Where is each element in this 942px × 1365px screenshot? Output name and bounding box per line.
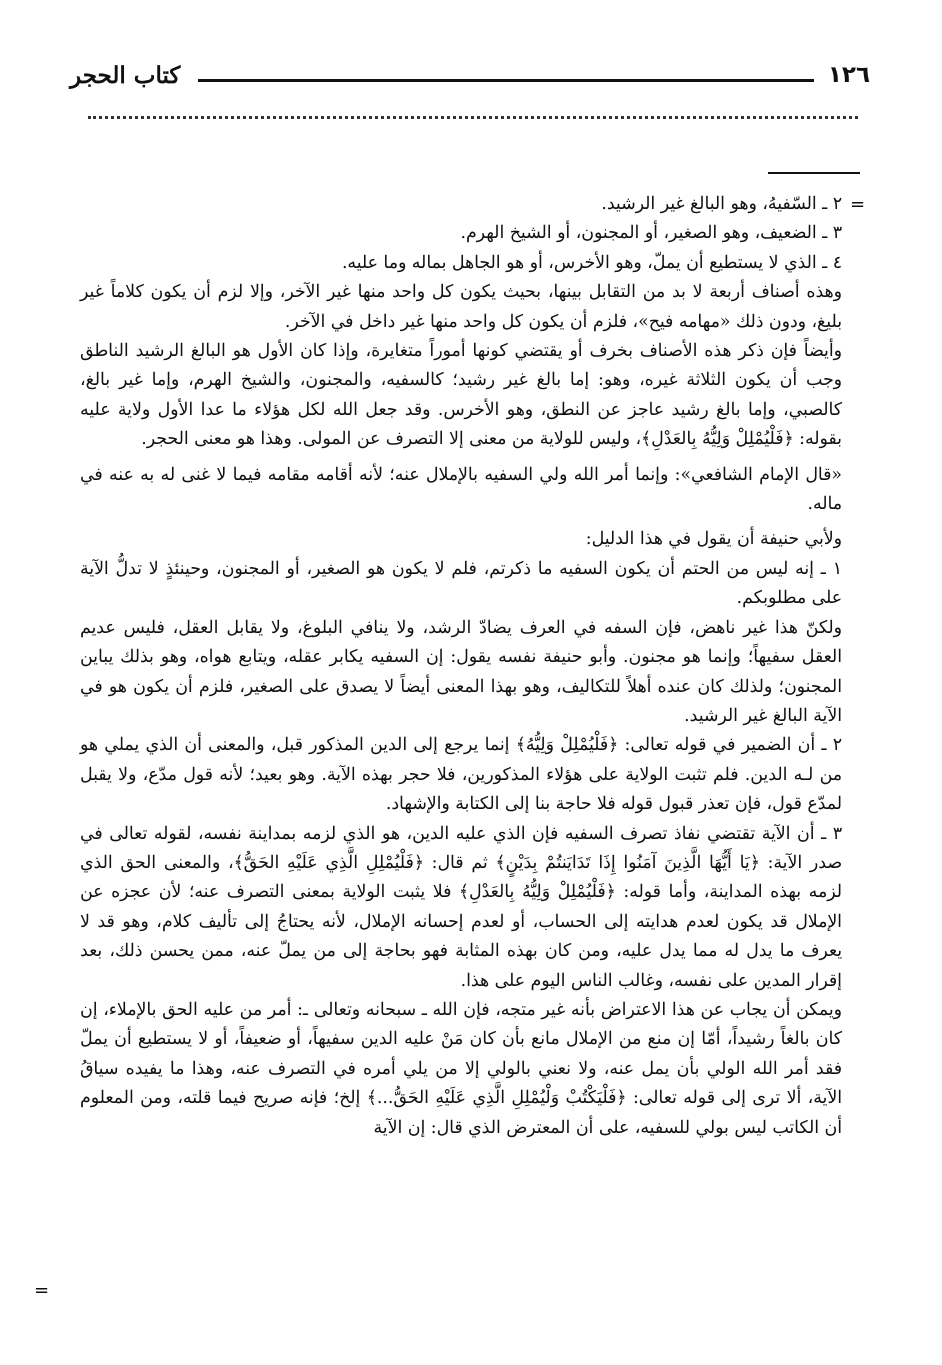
paragraph: وهذه أصناف أربعة لا بد من التقابل بينها، بحيث يكون كل واحد منها غير الآخر، وإلا لزم أن يكون كلاماً غير بليغ، ودون ذلك «مهامه فيح»، فلزم أن يكون كل واحد منها غير داخل في الآخر. xyxy=(80,282,842,332)
paragraph: «قال الإمام الشافعي»: وإنما أمر الله ولي السفيه بالإملال عنه؛ لأنه أقامه مقامه فيما لا غنى له به عنه في ماله. xyxy=(80,464,842,515)
page-number: ١٢٦ xyxy=(827,62,870,88)
paragraph: ٤ ـ الذي لا يستطيع أن يملّ، وهو الأخرس، أو هو الجاهل بماله وما عليه. xyxy=(341,252,842,273)
footnote-rule xyxy=(768,172,860,174)
paragraph: ٣ ـ الضعيف، وهو الصغير، أو المجنون، أو الشيخ الهرم. xyxy=(460,223,842,244)
paragraph: ٢ ـ أن الضمير في قوله تعالى: ﴿فَلْيُمْلِلْ وَلِيُّهُ﴾ إنما يرجع إلى الدين المذكور قبل، والمعنى أن الذي يملي هو من لـه الدين. فلم تثبت الولاية على هؤلاء المذكورين، فلا حجر بهذه الآية. وهو بعيد؛ لأنه قول مدّع، ولا يقبل لمدّع قول، فإن تعذر قبول قوله فلا حاجة بنا إلى الكتابة والإشهاد. xyxy=(80,735,842,815)
header-rule xyxy=(198,79,814,82)
book-title: كتاب الحجر xyxy=(70,62,181,89)
paragraph: ولكنّ هذا غير ناهض، فإن السفه في العرف يضادّ الرشد، ولا ينافي البلوغ، ولا يقابل العقل، فليس عديم العقل سفيهاً؛ وإنما هو مجنون. وأبو حنيفة نفسه يقول: إن السفيه يكابر عقله، ويتابع هواه، وهو بذلك يباين المجنون؛ ولذلك كان عنده أهلاً للتكاليف، وهو بهذا المعنى أيضاً لا يصدق على الصغير، فلزم أن يكون هو في الآية البالغ غير الرشيد. xyxy=(80,617,842,726)
paragraph: وأيضاً فإن ذكر هذه الأصناف بخرف أو يقتضي كونها أموراً متغايرة، وإذا كان الأول هو البالغ الرشيد الناطق وجب أن يكون الثلاثة غيره، وهو: إما بالغ غير رشيد؛ كالسفيه، والمجنون، والشيخ الهرم، وإما غير بالغ، كالصبي، وإما بالغ رشيد عاجز عن النطق، وهو الأخرس. وقد جعل الله لكل هؤلاء ما عدا الأول ولاية عليه بقوله: ﴿فَلْيُمْلِلْ وَلِيُّهُ بِالعَدْلِ﴾، وليس للولاية من معنى إلا التصرف عن المولى. وهذا هو معنى الحجر. xyxy=(80,341,842,450)
running-header xyxy=(70,62,870,94)
footnote-continued-mark-bottom: = xyxy=(34,1280,50,1301)
paragraph: ولأبي حنيفة أن يقول في هذا الدليل: xyxy=(585,529,842,550)
dotted-separator xyxy=(88,116,858,133)
paragraph: ٣ ـ أن الآية تقتضي نفاذ تصرف السفيه فإن الذي عليه الدين، هو الذي لزمه بمداينة نفسه، لقوله تعالى في صدر الآية: ﴿يَا أَيُّهَا الَّذِينَ آمَنُوا إِذَا تَدَايَنتُمْ بِدَيْنٍ﴾ ثم قال: ﴿فَلْيُمْلِلِ الَّذِي عَلَيْهِ الحَقُّ﴾، والمعنى الحق الذي لزمه بهذه المداينة، وأما قوله: ﴿فَلْيُمْلِلْ وَلِيُّهُ بِالعَدْلِ﴾ فلا يثبت الولاية بمعنى التصرف عنه؛ لأن عجزه عن الإملال قد يكون لعدم هدايته إلى الحساب، أو لعدم إحسانه الإملال، لأنه يحتاجُ إلى تأليف كلام، وهو قد لا يعرف ما يدل له مما يدل عليه، ومن كان بهذه المثابة فهو بحاجة إلى من يملّ عنه، ممن يحسن ذلك، بعد إقرار المدين على نفسه، وغالب الناس اليوم على هذا. xyxy=(80,823,842,991)
footnote-continued-mark-top: = xyxy=(850,194,866,215)
paragraph: ويمكن أن يجاب عن هذا الاعتراض بأنه غير متجه، فإن الله ـ سبحانه وتعالى ـ: أمر من عليه الحق بالإملاء، إن كان بالغاً رشيداً، أمّا إن منع من الإملال مانع بأن كان مَنْ عليه الدين سفيهاً، أو ضعيفاً، أو لا يستطيع أن يملّ فقد أمر الله الولي بأن يمل عنه، ولا نعني بالولي إلا من يلي أمره في التصرف عنه، وهذا ما يفيده سياقُ الآية، ألا ترى إلى قوله تعالى: ﴿فَلْيَكْتُبْ وَلْيُمْلِلِ الَّذِي عَلَيْهِ الحَقُّ...﴾ إلخ؛ فإنه صريح فيما قلته، ومن المعلوم أن الكاتب ليس بولي للسفيه، على أن المعترض الذي قال: إن الآية xyxy=(80,999,842,1138)
footnote-text xyxy=(80,190,842,1143)
paragraph: ١ ـ إنه ليس من الحتم أن يكون السفيه ما ذكرتم، فلم لا يكون هو الصغير، أو المجنون، وحينئذٍ لا تدلُّ الآية على مطلوبكم. xyxy=(80,558,842,609)
paragraph: ٢ ـ السّفيهُ، وهو البالغ غير الرشيد. xyxy=(601,194,842,214)
